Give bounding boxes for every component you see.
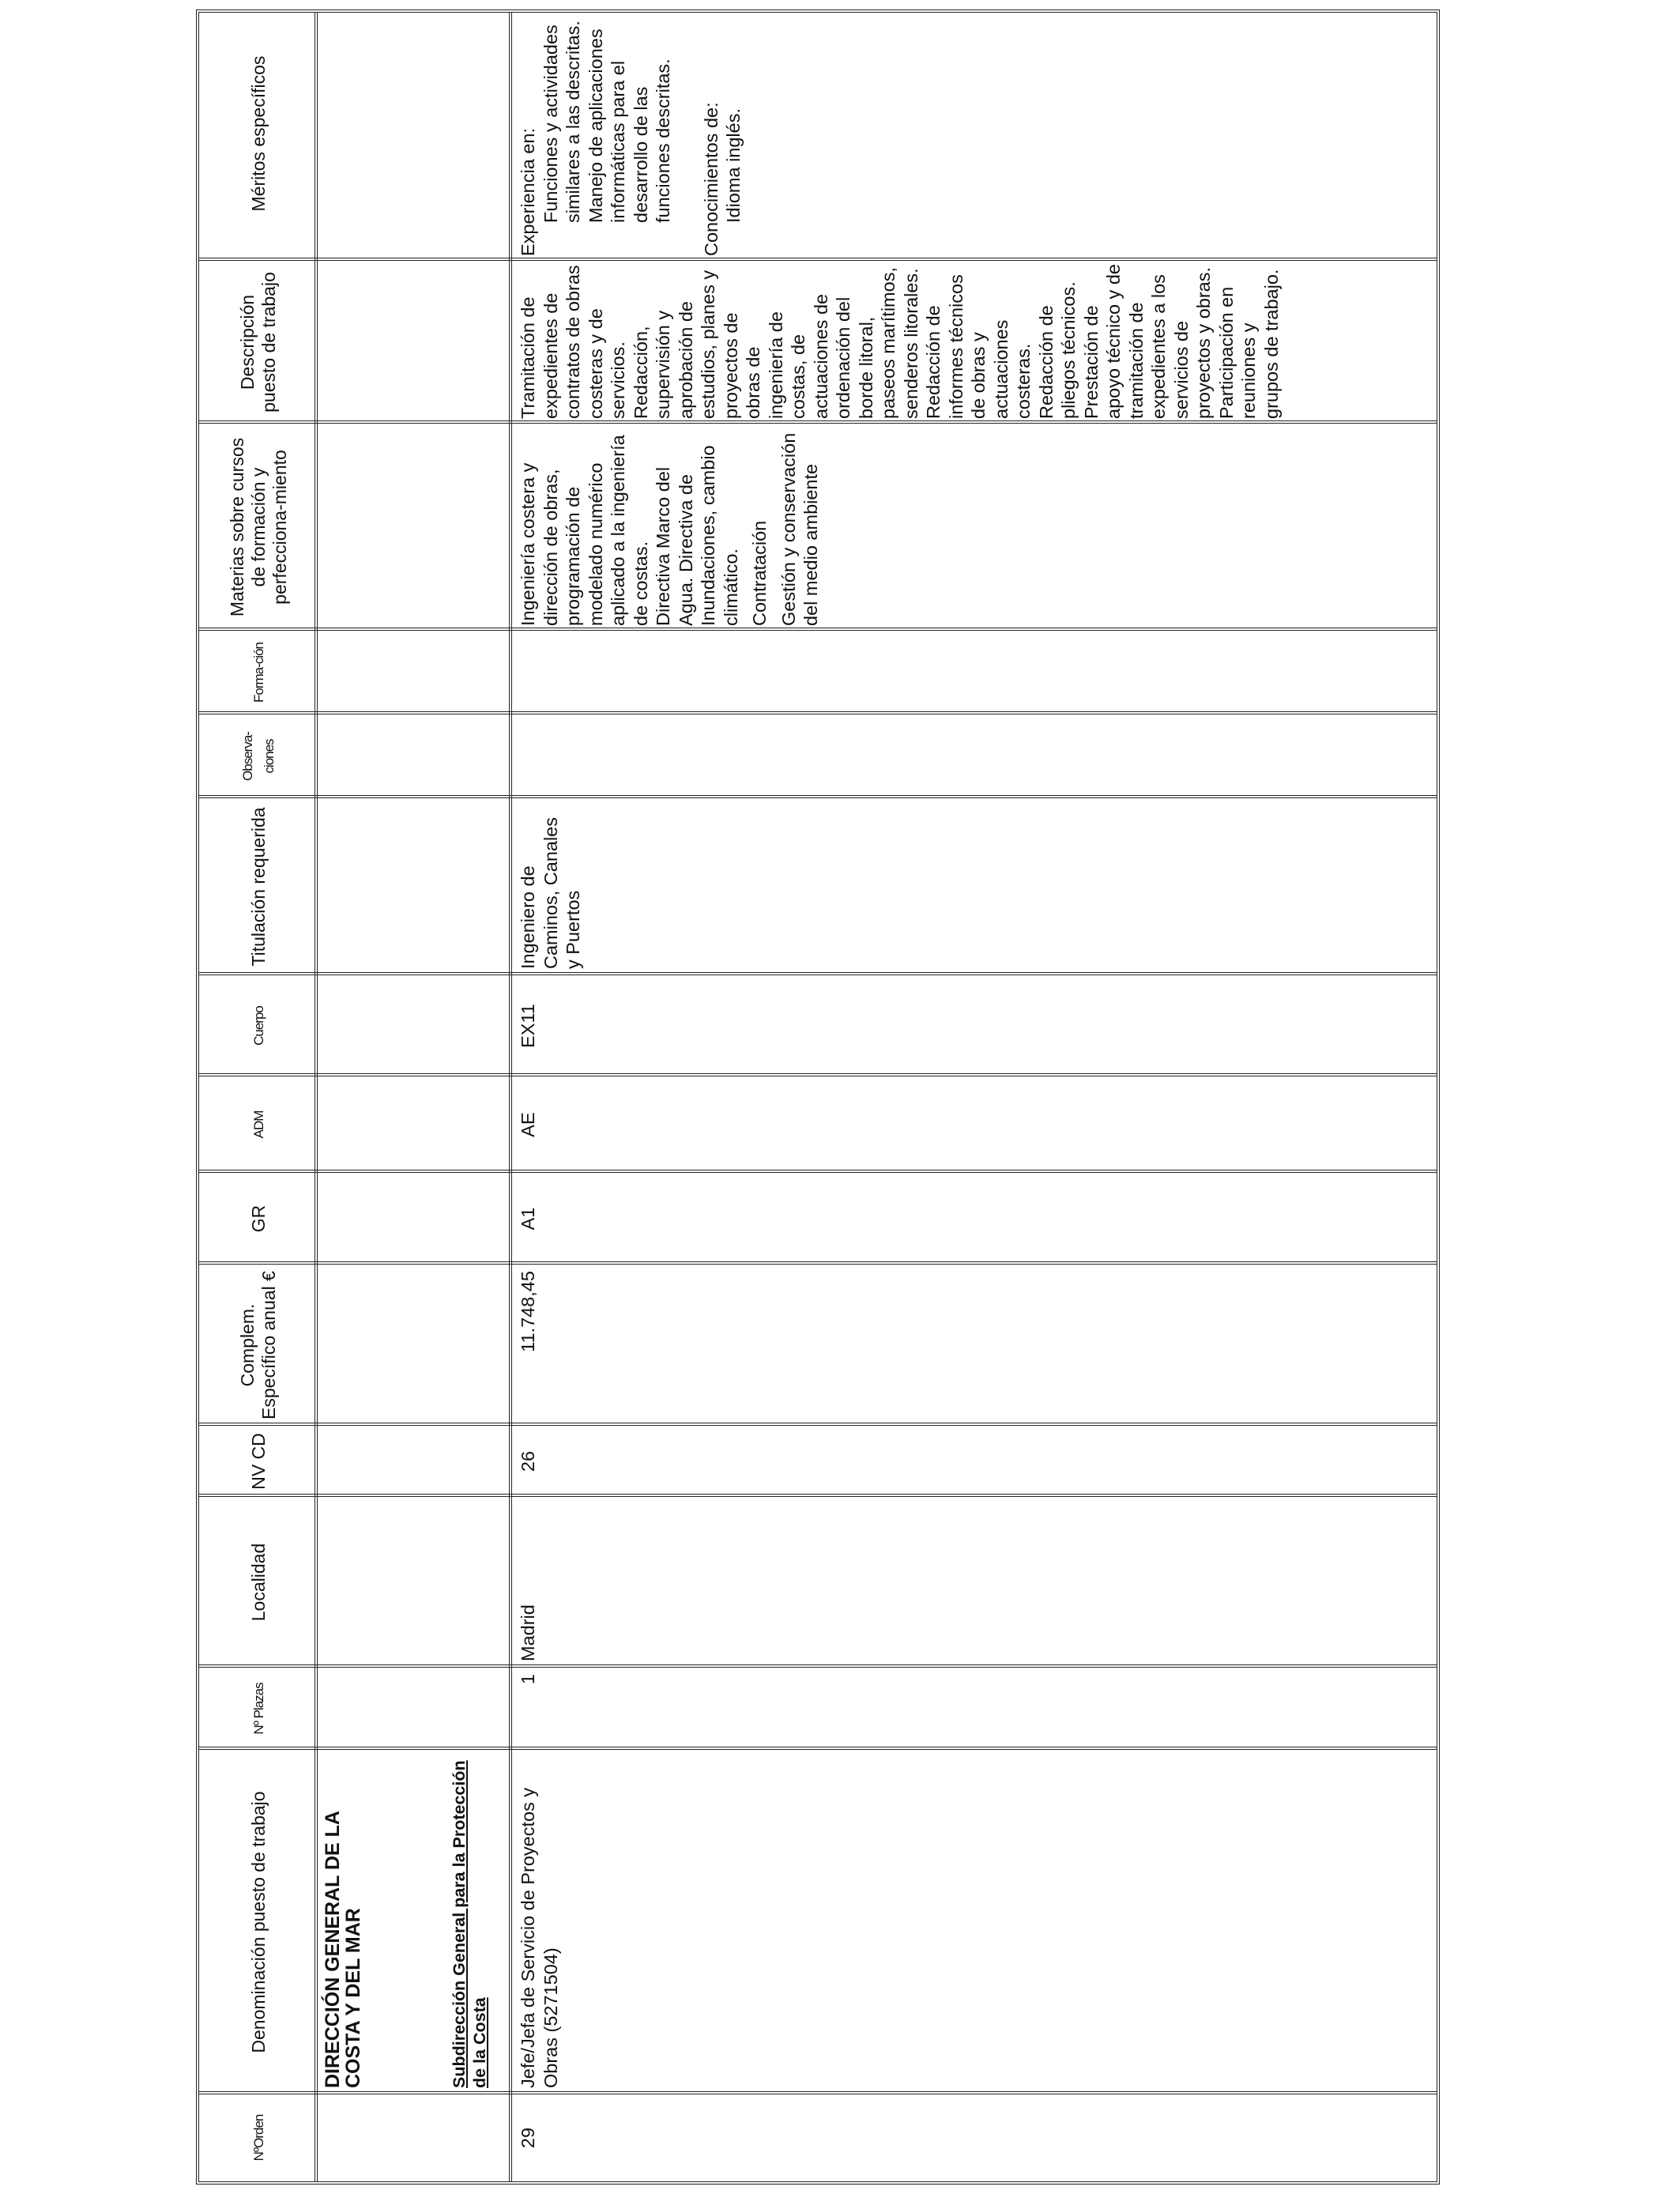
experiencia-title: Experiencia en:	[518, 128, 538, 256]
materia-item: Gestión y conservación del medio ambiente	[778, 432, 821, 626]
header-denominacion: Denominación puesto de trabajo	[247, 1791, 269, 2053]
nivel-cell: 26	[518, 1450, 538, 1472]
col-divider	[199, 711, 1437, 714]
cuerpo-cell: EX11	[518, 1004, 538, 1048]
descripcion-item: Participación en reuniones y grupos de trabajo.	[1215, 269, 1282, 419]
col-divider	[199, 1261, 1437, 1265]
meritos-cell	[517, 9, 745, 256]
plazas-cell: 1	[518, 1674, 538, 1685]
adm-cell: AE	[518, 1112, 538, 1137]
descripcion-item: Redacción de pliegos técnicos.	[1035, 281, 1079, 419]
positions-table	[196, 9, 1440, 2185]
conocimientos-item: Idioma inglés.	[723, 108, 744, 223]
header-orden: NºOrden	[250, 2114, 266, 2162]
denominacion-cell: Jefe/Jefa de Servicio de Proyectos y Obras (5271504)	[518, 1787, 561, 2088]
header-plazas: Nº Plazas	[250, 1683, 266, 1735]
col-divider	[199, 795, 1437, 798]
header-formacion: Forma-ción	[250, 643, 266, 703]
orden-cell: 29	[518, 2127, 538, 2149]
header-titulacion: Titulación requerida	[247, 807, 269, 967]
col-divider	[199, 2091, 1437, 2094]
col-divider	[199, 628, 1437, 631]
header-grupo: GR	[247, 1204, 269, 1233]
col-divider	[199, 972, 1437, 975]
col-divider	[199, 1494, 1437, 1497]
header-nivel: NV CD	[247, 1433, 269, 1490]
header-complemento: Complem. Específico anual €	[237, 1271, 279, 1419]
header-meritos: Méritos específicos	[247, 55, 269, 212]
header-descripcion: Descripción puesto de trabajo	[237, 272, 279, 413]
header-adm: ADM	[250, 1110, 266, 1139]
descripcion-item: Tramitación de expedientes de contratos de obras costeras y de servicios.	[518, 265, 628, 419]
experiencia-item: Funciones y actividades similares a las descritas.	[540, 21, 583, 223]
col-divider	[199, 258, 1437, 261]
materia-item: Ingeniería costera y dirección de obras, programación de modelado numérico aplicado a la ingeniería de costas.	[518, 435, 651, 626]
header-localidad: Localidad	[247, 1543, 269, 1622]
materia-item: Contratación	[749, 520, 770, 626]
col-divider	[199, 1170, 1437, 1173]
col-divider	[199, 1664, 1437, 1668]
section-separator	[509, 13, 512, 2181]
header-observaciones: Observa-ciones	[240, 732, 277, 781]
col-divider	[199, 1073, 1437, 1076]
experiencia-item: Manejo de aplicaciones informáticas para el desarrollo de las funciones descritas.	[585, 28, 673, 223]
subdireccion-heading: Subdirección General para la Protección de la Costa	[450, 1760, 489, 2088]
col-divider	[199, 1423, 1437, 1426]
grupo-cell: A1	[518, 1207, 538, 1231]
complemento-cell: 11.748,45	[518, 1271, 538, 1352]
conocimientos-title: Conocimientos de:	[700, 102, 721, 256]
header-materias: Materias sobre cursos de formación y perfecciona-miento	[226, 437, 290, 617]
descripcion-cell	[517, 264, 1283, 419]
descripcion-item: Redacción, supervisión y aprobación de estudios, planes y proyectos de obras de ingeniería de costas, de actuaciones de ordenación del borde litoral, paseos marítimos, senderos litorales.	[630, 267, 921, 419]
descripcion-item: Redacción de informes técnicos de obras y actuaciones costeras.	[923, 274, 1034, 419]
localidad-cell: Madrid	[518, 1604, 538, 1661]
materia-item: Directiva Marco del Agua. Directiva de Inundaciones, cambio climático.	[653, 445, 741, 626]
col-divider	[199, 420, 1437, 424]
materias-cell	[517, 428, 823, 626]
col-divider	[199, 1747, 1437, 1750]
header-cuerpo: Cuerpo	[250, 1006, 266, 1046]
titulacion-cell: Ingeniero de Caminos, Canales y Puertos	[518, 816, 583, 969]
descripcion-item: Prestación de apoyo técnico y de tramitación de expedientes a los servicios de proyectos y obras.	[1080, 264, 1214, 419]
direccion-heading: DIRECCIÓN GENERAL DE LA COSTA Y DEL MAR	[322, 1811, 364, 2088]
